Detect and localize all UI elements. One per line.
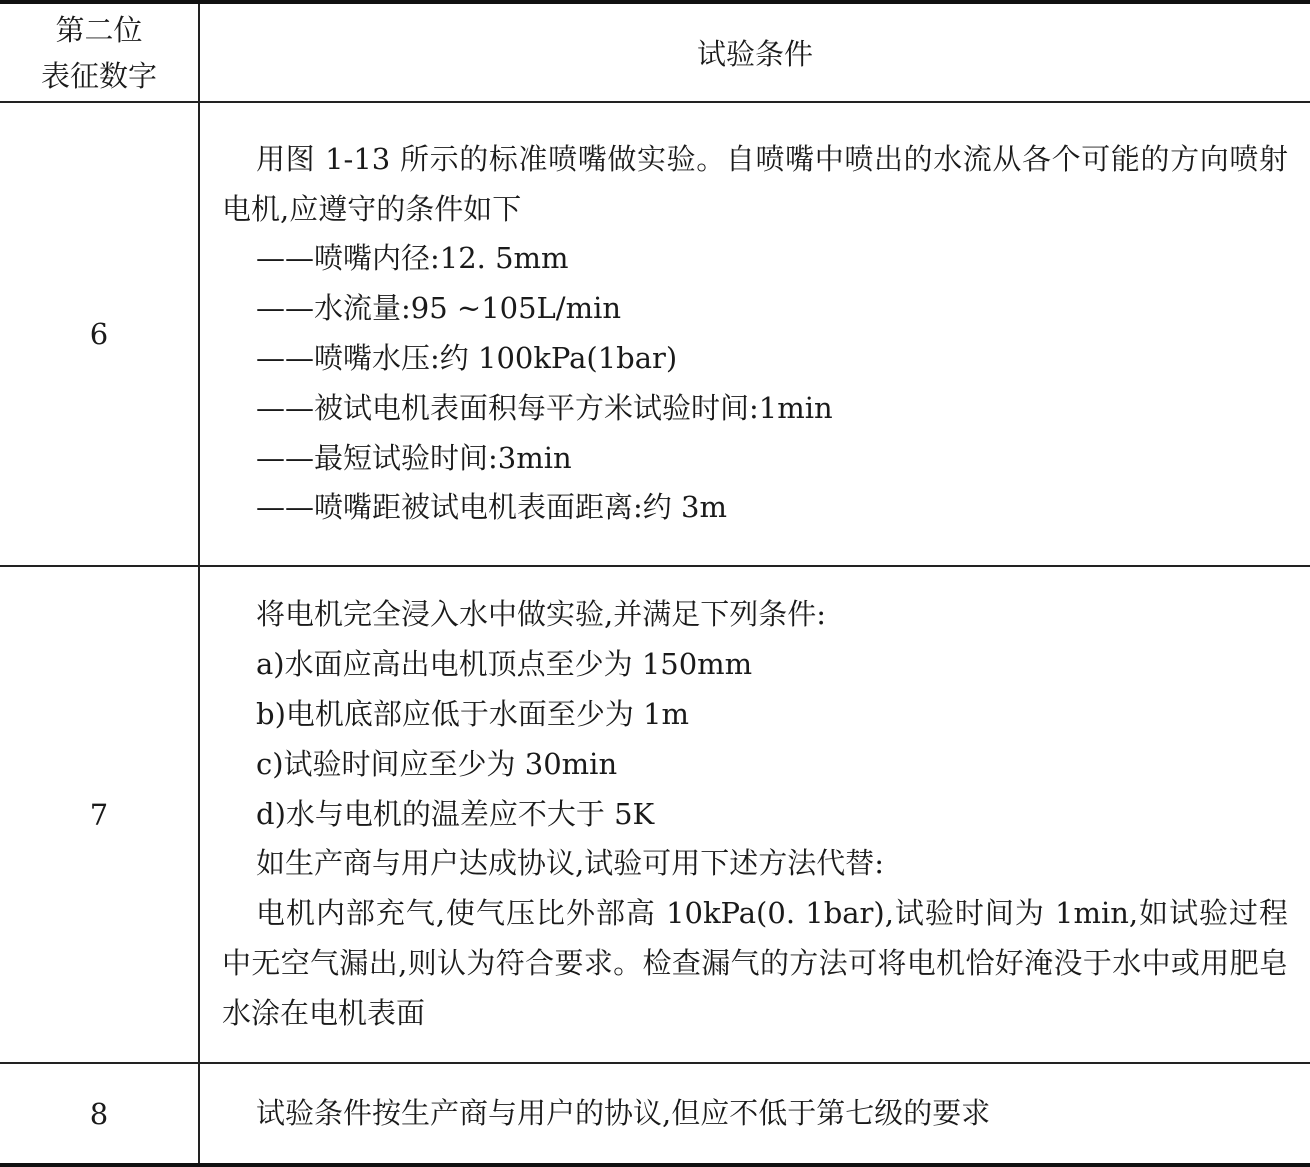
table-row-6 [0,102,1310,566]
conditions-cell-8 [199,1063,1310,1165]
header-second-digit-line2: 表征数字 [40,58,157,93]
digit-cell-8: 8 [0,1063,199,1165]
digit-cell-6: 6 [0,102,199,566]
row7-alternative-intro: 如生产商与用户达成协议,试验可用下述方法代替: [256,846,884,881]
row7-intro: 将电机完全浸入水中做实验,并满足下列条件: [256,597,826,632]
table-header-row [0,2,1310,102]
row6-item-flow-rate: ——水流量:95 ~105L/min [256,291,622,326]
row7-item-c: c)试验时间应至少为 30min [256,746,618,781]
row7-item-b: b)电机底部应低于水面至少为 1m [256,697,690,731]
row6-item-nozzle-pressure: ——喷嘴水压:约 100kPa(1bar) [256,341,678,375]
table-row-8 [0,1063,1310,1165]
row6-item-distance: ——喷嘴距被试电机表面距离:约 3m [256,490,727,525]
row6-intro: 用图 1-13 所示的标准喷嘴做实验。自喷嘴中喷出的水流从各个可能的方向喷射电机,应遵守的条件如下 [222,141,1288,226]
conditions-cell-6 [199,102,1310,566]
row6-item-nozzle-diameter: ——喷嘴内径:12. 5mm [256,241,569,276]
header-second-digit-line1: 第二位 [55,12,143,47]
table-row-7 [0,566,1310,1063]
row6-item-time-per-area: ——被试电机表面积每平方米试验时间:1min [256,390,833,425]
header-second-digit [0,2,199,102]
row8-text: 试验条件按生产商与用户的协议,但应不低于第七级的要求 [256,1095,991,1130]
conditions-cell-7 [199,566,1310,1063]
digit-cell-7: 7 [0,566,199,1063]
row7-alternative-method: 电机内部充气,使气压比外部高 10kPa(0. 1bar),试验时间为 1min,如试验过程中无空气漏出,则认为符合要求。检查漏气的方法可将电机恰好淹没于水中或用肥皂水涂在电机表面 [222,896,1288,1030]
header-test-conditions: 试验条件 [199,2,1310,102]
row6-item-min-time: ——最短试验时间:3min [256,440,572,475]
row7-item-a: a)水面应高出电机顶点至少为 150mm [256,647,753,682]
row7-item-d: d)水与电机的温差应不大于 5K [256,796,655,831]
